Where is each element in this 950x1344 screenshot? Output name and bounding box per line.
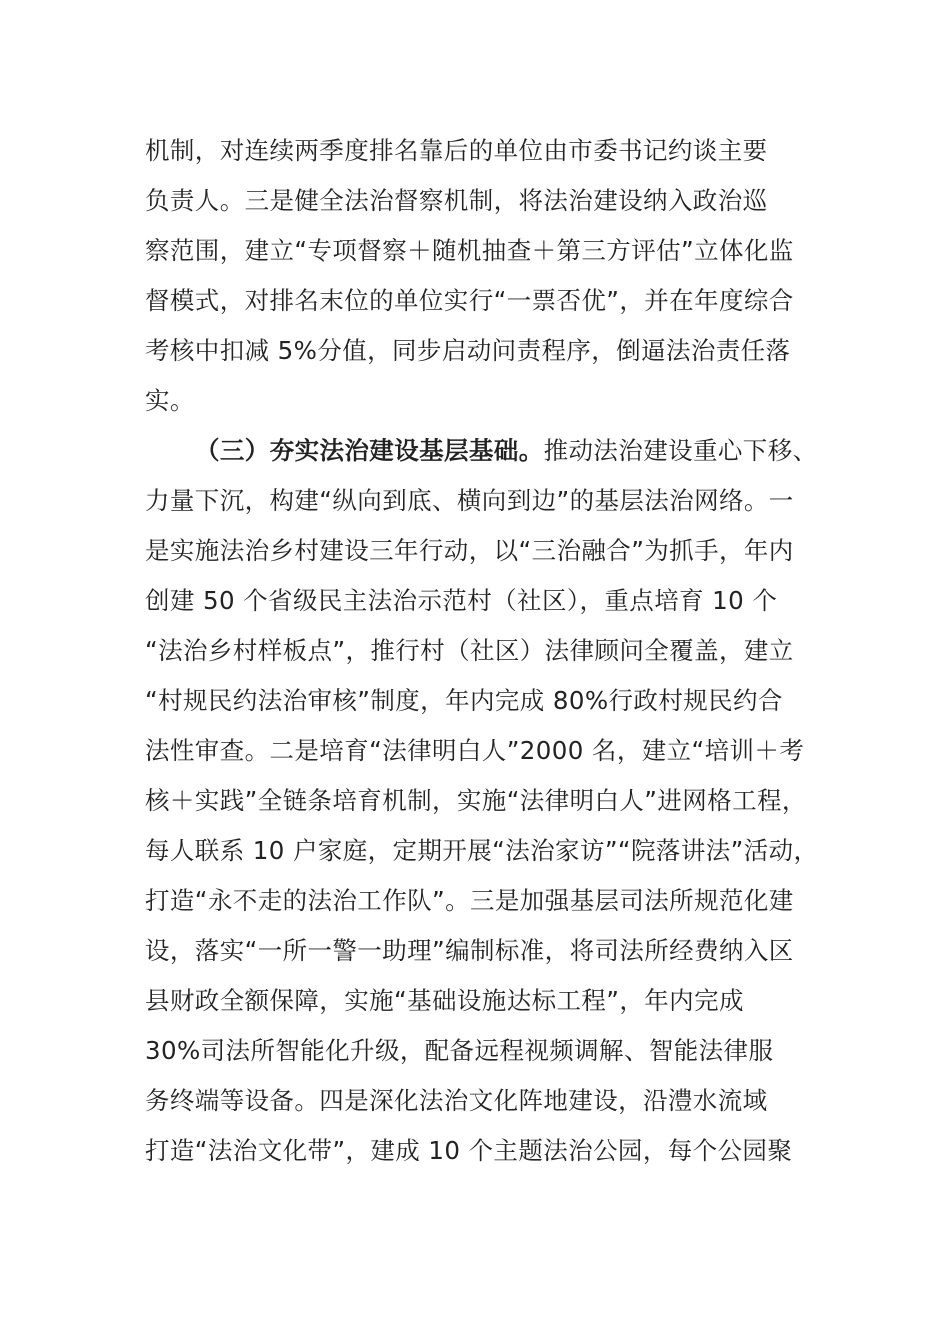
paragraph-line: 考核中扣减 5%分值，同步启动问责程序，倒逼法治责任落 (145, 336, 791, 365)
paragraph-line: “法治乡村样板点”，推行村（社区）法律顾问全覆盖，建立 (145, 636, 794, 665)
paragraph-line: “村规民约法治审核”制度，年内完成 80%行政村规民约合 (145, 686, 783, 715)
paragraph-line: 机制，对连续两季度排名靠后的单位由市委书记约谈主要 (145, 136, 768, 165)
paragraph-first-line (195, 426, 895, 476)
paragraph-line: 每人联系 10 户家庭，定期开展“法治家访”“院落讲法”活动， (145, 836, 819, 865)
paragraph-line: 设，落实“一所一警一助理”编制标准，将司法所经费纳入区 (145, 936, 794, 965)
paragraph-line: 实。 (145, 386, 195, 415)
paragraph-line: 创建 50 个省级民主法治示范村（社区），重点培育 10 个 (145, 586, 778, 615)
paragraph-line: 30%司法所智能化升级，配备远程视频调解、智能法律服 (145, 1036, 774, 1065)
section-heading-rest: 推动法治建设重心下移、 (543, 436, 818, 465)
paragraph-line: 负责人。三是健全法治督察机制，将法治建设纳入政治巡 (145, 186, 768, 215)
paragraph-line: 务终端等设备。四是深化法治文化阵地建设，沿澧水流域 (145, 1086, 768, 1115)
paragraph-line: 县财政全额保障，实施“基础设施达标工程”，年内完成 (145, 986, 744, 1015)
paragraph-line: 核＋实践”全链条培育机制，实施“法律明白人”进网格工程， (145, 786, 807, 815)
paragraph-line: 法性审查。二是培育“法律明白人”2000 名，建立“培训＋考 (145, 736, 805, 765)
paragraph-line: 是实施法治乡村建设三年行动，以“三治融合”为抓手，年内 (145, 536, 794, 565)
paragraph-line: 督模式，对排名末位的单位实行“一票否优”，并在年度综合 (145, 286, 794, 315)
paragraph-line: 打造“永不走的法治工作队”。三是加强基层司法所规范化建 (145, 886, 794, 915)
paragraph-line: 打造“法治文化带”，建成 10 个主题法治公园，每个公园聚 (145, 1136, 793, 1165)
paragraph-line: 力量下沉，构建“纵向到底、横向到边”的基层法治网络。一 (145, 486, 794, 515)
paragraph-line: 察范围，建立“专项督察＋随机抽查＋第三方评估”立体化监 (145, 236, 794, 265)
section-heading: （三）夯实法治建设基层基础。 (195, 436, 544, 465)
